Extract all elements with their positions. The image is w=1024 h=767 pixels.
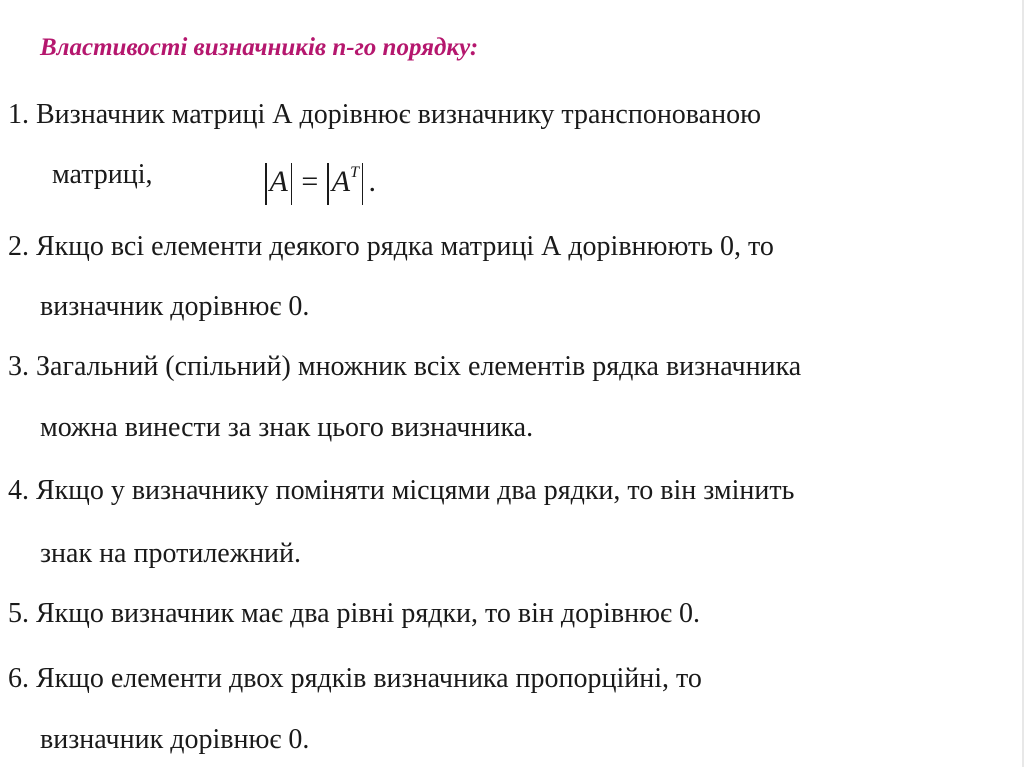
property-4-line-2: знак на протилежний. bbox=[40, 538, 302, 569]
formula-left: A bbox=[269, 165, 288, 198]
determinant-transpose-formula bbox=[262, 153, 376, 205]
property-3-line-1: 3. Загальний (спільний) множник всіх елементів рядка визначника bbox=[8, 351, 802, 382]
property-1-line-2: матриці, bbox=[52, 159, 153, 190]
property-1-line-1: 1. Визначник матриці А дорівнює визначнику транспонованою bbox=[8, 99, 761, 130]
property-4-line-1: 4. Якщо у визначнику поміняти місцями два рядки, то він змінить bbox=[8, 475, 795, 506]
property-6-line-2: визначник дорівнює 0. bbox=[40, 724, 310, 755]
property-2-line-1: 2. Якщо всі елементи деякого рядка матриці А дорівнюють 0, то bbox=[8, 231, 774, 262]
property-3-line-2: можна винести за знак цього визначника. bbox=[40, 412, 534, 443]
abs-bar bbox=[362, 163, 364, 205]
slide-title: Властивості визначників n-го порядку: bbox=[40, 34, 479, 61]
property-2-line-2: визначник дорівнює 0. bbox=[40, 291, 310, 322]
property-5-line-1: 5. Якщо визначник має два рівні рядки, то він дорівнює 0. bbox=[8, 598, 701, 629]
formula-right: A bbox=[331, 165, 351, 198]
formula-end: . bbox=[368, 165, 376, 198]
abs-bar bbox=[291, 163, 293, 205]
formula-equals: = bbox=[301, 165, 319, 198]
abs-bar bbox=[327, 163, 329, 205]
formula-superscript: T bbox=[350, 164, 359, 181]
abs-bar bbox=[265, 163, 267, 205]
property-6-line-1: 6. Якщо елементи двох рядків визначника пропорційні, то bbox=[8, 663, 702, 694]
